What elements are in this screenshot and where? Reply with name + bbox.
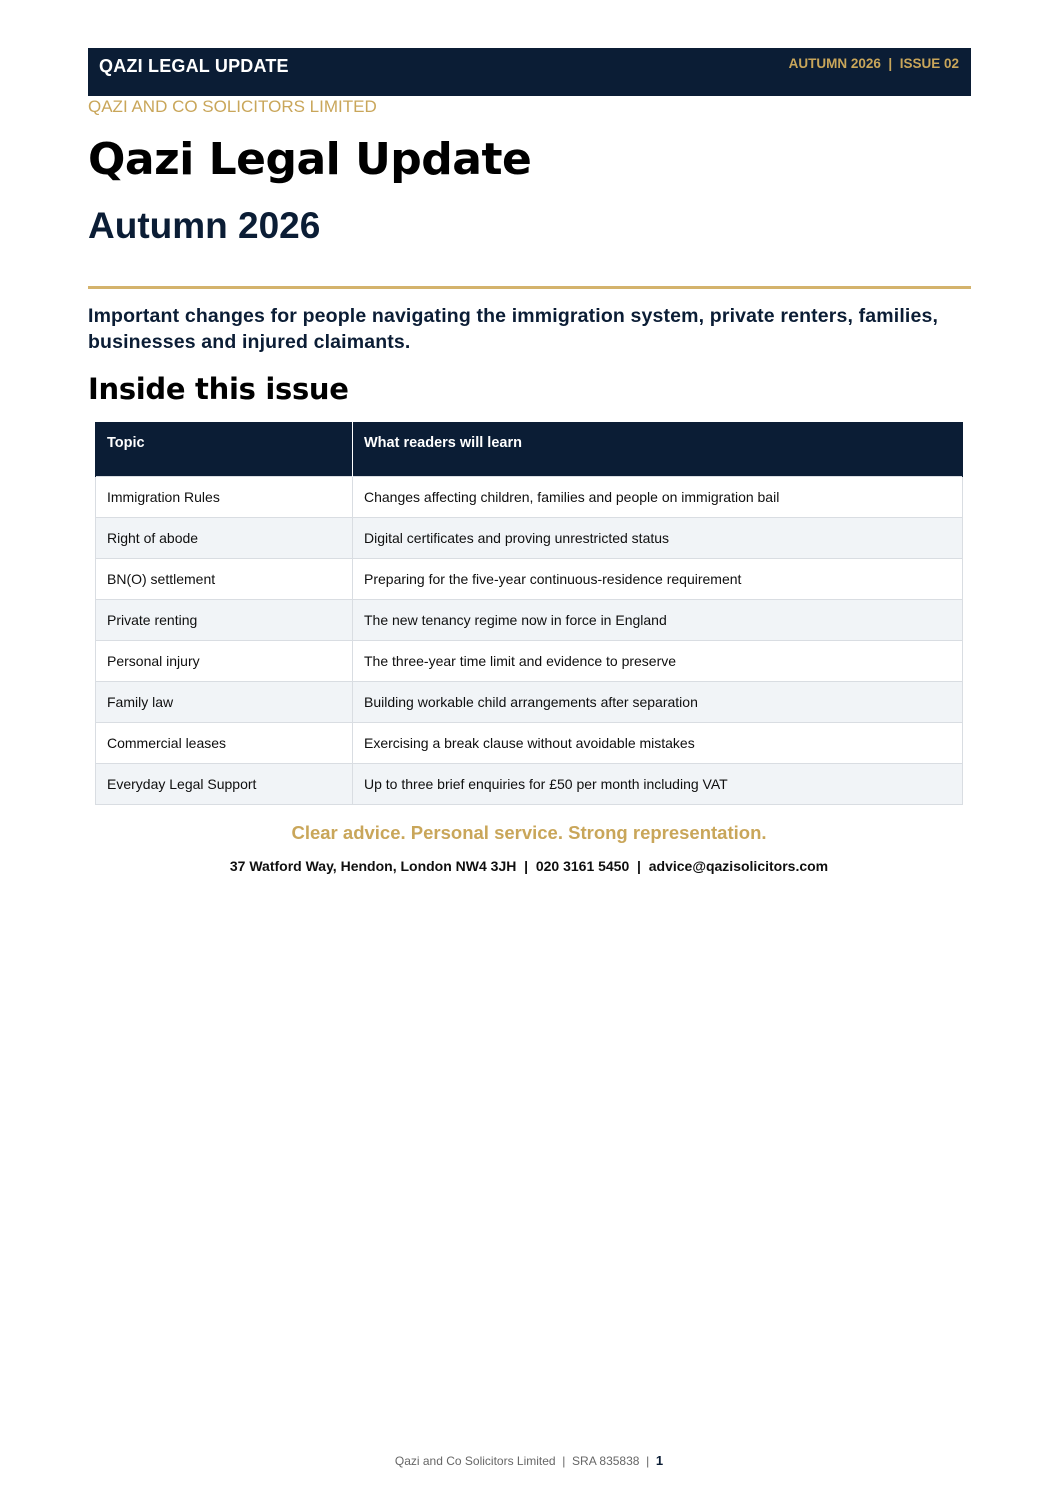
- description-cell: Changes affecting children, families and people on immigration bail: [353, 476, 963, 517]
- description-cell: The new tenancy regime now in force in England: [353, 599, 963, 640]
- header-bar: [88, 48, 971, 96]
- page-number: 1: [655, 1453, 664, 1468]
- page-title: Qazi Legal Update: [88, 134, 532, 185]
- table-row: [96, 517, 963, 558]
- column-header-learn: What readers will learn: [353, 422, 963, 476]
- topic-cell: Family law: [96, 681, 353, 722]
- description-cell: Digital certificates and proving unrestricted status: [353, 517, 963, 558]
- divider: [88, 286, 971, 289]
- description-cell: Building workable child arrangements after separation: [353, 681, 963, 722]
- tagline: Clear advice. Personal service. Strong representation.: [291, 822, 767, 843]
- contents-table: [95, 422, 963, 805]
- table-row: [96, 640, 963, 681]
- footer-text: Qazi and Co Solicitors Limited | SRA 835838 |: [394, 1454, 656, 1468]
- topic-cell: Right of abode: [96, 517, 353, 558]
- topic-cell: BN(O) settlement: [96, 558, 353, 599]
- topic-cell: Immigration Rules: [96, 476, 353, 517]
- header-title: QAZI LEGAL UPDATE: [99, 56, 289, 76]
- topic-cell: Commercial leases: [96, 722, 353, 763]
- description-cell: Exercising a break clause without avoidable mistakes: [353, 722, 963, 763]
- topic-cell: Personal injury: [96, 640, 353, 681]
- page-footer: [0, 1453, 1058, 1468]
- contact-details: 37 Watford Way, Hendon, London NW4 3JH | 020 3161 5450 | advice@qazisolicitors.com: [229, 858, 829, 874]
- header-issue: AUTUMN 2026 | ISSUE 02: [788, 56, 959, 71]
- topic-cell: Everyday Legal Support: [96, 763, 353, 804]
- table-row: [96, 558, 963, 599]
- section-heading: Inside this issue: [88, 372, 349, 406]
- topic-cell: Private renting: [96, 599, 353, 640]
- table-header-row: [96, 422, 963, 476]
- table-row: [96, 681, 963, 722]
- table-row: [96, 722, 963, 763]
- table-row: [96, 599, 963, 640]
- page-subtitle: Autumn 2026: [88, 205, 321, 246]
- description-cell: Up to three brief enquiries for £50 per month including VAT: [353, 763, 963, 804]
- table-row: [96, 763, 963, 804]
- table-row: [96, 476, 963, 517]
- intro-text: Important changes for people navigating the immigration system, private renters, families, businesses and injured claimants.: [88, 305, 939, 353]
- firm-name: QAZI AND CO SOLICITORS LIMITED: [88, 97, 377, 116]
- column-header-topic: Topic: [96, 422, 353, 476]
- description-cell: The three-year time limit and evidence to preserve: [353, 640, 963, 681]
- description-cell: Preparing for the five-year continuous-residence requirement: [353, 558, 963, 599]
